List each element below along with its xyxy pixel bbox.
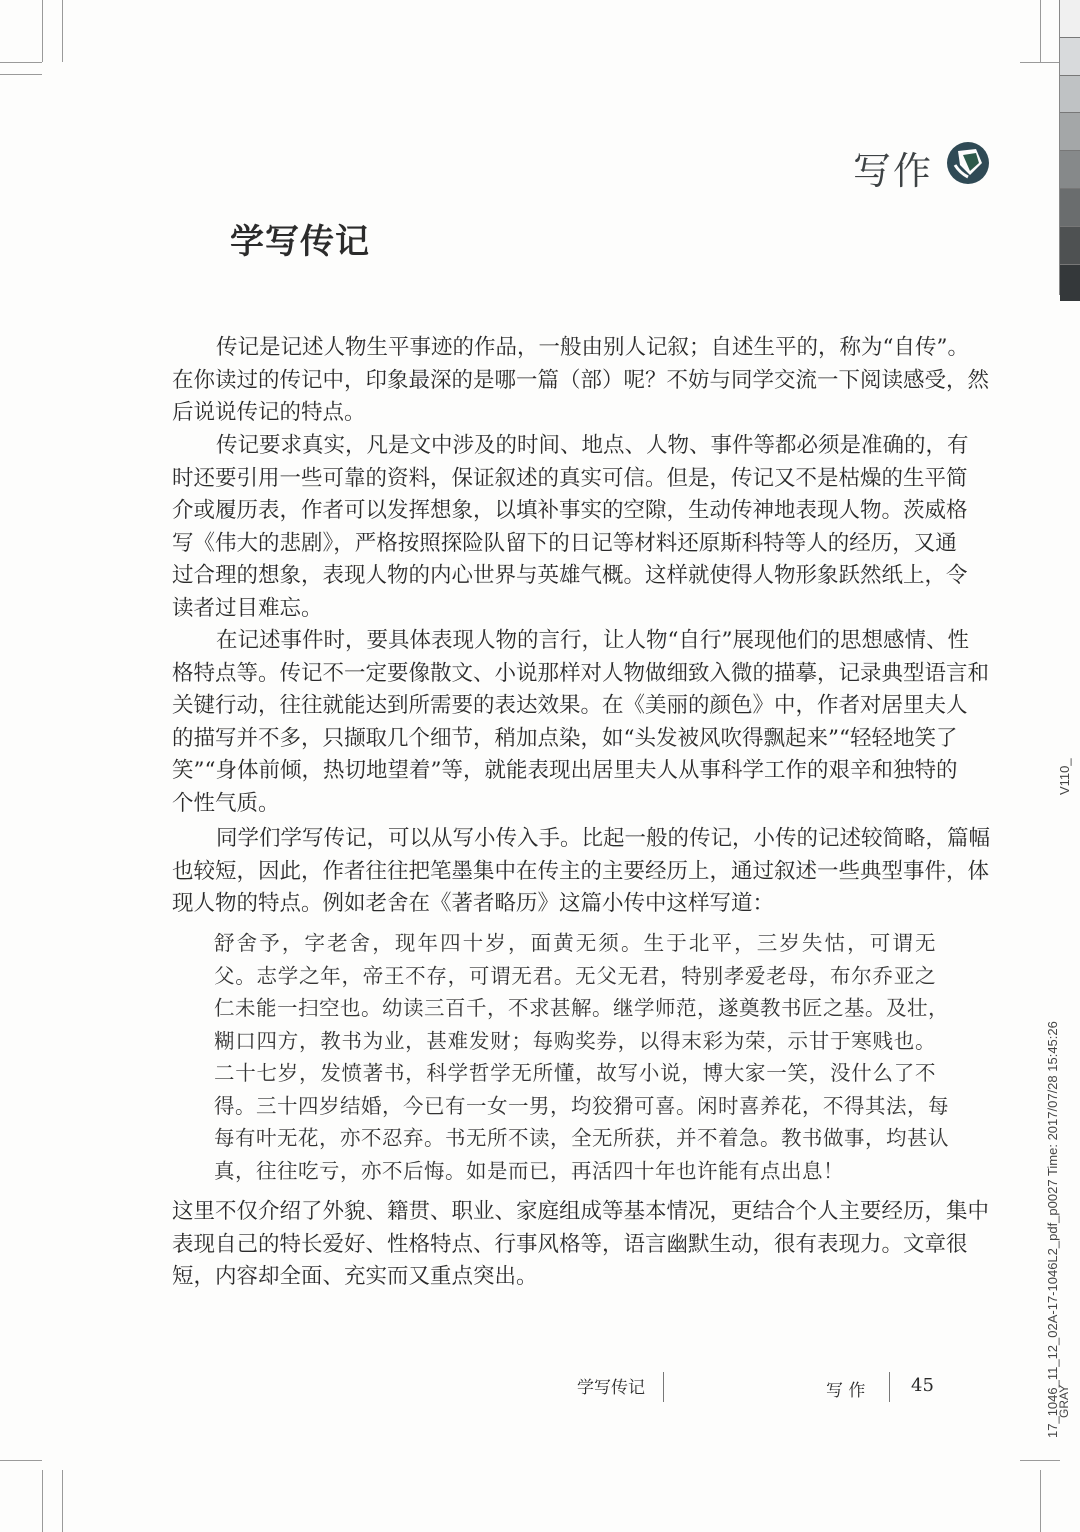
text-line: 糊口四方，教书为业，甚难发财；每购奖券，以得末彩为荣，示甘于寒贱也。: [214, 1028, 936, 1053]
text-line: 介或履历表，作者可以发挥想象，以填补事实的空隙，生动传神地表现人物。茨威格: [172, 498, 968, 523]
crop-mark: [42, 1470, 43, 1532]
text-line: 传记要求真实，凡是文中涉及的时间、地点、人物、事件等都必须是准确的，有: [216, 433, 969, 458]
text-line: 也较短，因此，作者往往把笔墨集中在传主的主要经历上，通过叙述一些典型事件，体: [172, 858, 990, 884]
crop-mark: [0, 62, 42, 63]
writing-unit-badge-icon: [946, 141, 990, 185]
text-line: 读者过目难忘。: [172, 595, 323, 621]
crop-mark: [62, 0, 63, 62]
text-line: 二十七岁，发愤著书，科学哲学无所懂，故写小说，博大家一笑，没什么了不: [214, 1061, 936, 1085]
page-number: 45: [911, 1375, 934, 1396]
crop-mark: [1040, 1470, 1041, 1532]
crop-mark: [1020, 1460, 1060, 1461]
text-line: 得。三十四岁结婚，今已有一女一男，均狡猾可喜。闲时喜养花，不得其法，每: [214, 1093, 949, 1118]
text-line: 关键行动，往往就能达到所需要的表达效果。在《美丽的颜色》中，作者对居里夫人: [172, 693, 968, 718]
text-line: 后说说传记的特点。: [172, 400, 366, 425]
text-line: 真，往往吃亏，亦不后悔。如是而已，再活四十年也许能有点出息！: [214, 1158, 844, 1183]
crop-mark: [0, 1460, 42, 1461]
text-line: 表现自己的特长爱好、性格特点、行事风格等，语言幽默生动，很有表现力。文章很: [172, 1231, 968, 1257]
footer-section: 写 作: [826, 1381, 866, 1401]
version-mark: V110_: [1057, 758, 1072, 795]
text-line: 写《伟大的悲剧》，严格按照探险队留下的日记等材料还原斯科特等人的经历，又通: [172, 530, 957, 556]
text-line: 仁未能一扫空也。幼读三百千，不求甚解。继学师范，遂奠教书匠之基。及壮，: [214, 996, 949, 1020]
text-line: 同学们学写传记，可以从写小传入手。比起一般的传记，小传的记述较简略，篇幅: [216, 826, 991, 851]
text-line: 在你读过的传记中，印象最深的是哪一篇（部）呢？不妨与同学交流一下阅读感受，然: [172, 367, 990, 393]
footer-chapter: 学写传记: [577, 1378, 645, 1398]
crop-mark: [62, 1470, 63, 1532]
section-label: 写作: [853, 149, 934, 193]
text-line: 的描写并不多，只撷取几个细节，稍加点染，如“头发被风吹得飘起来”“轻轻地笑了: [172, 725, 958, 751]
footer-divider: [889, 1372, 890, 1402]
text-line: 时还要引用一些可靠的资料，保证叙述的真实可信。但是，传记又不是枯燥的生平简: [172, 465, 968, 491]
grayscale-calibration-bar: [1059, 0, 1080, 295]
text-line: 现人物的特点。例如老舍在《著者略历》这篇小传中这样写道：: [172, 891, 775, 916]
text-line: 格特点等。传记不一定要像散文、小说那样对人物做细致入微的描摹，记录典型语言和: [172, 660, 990, 686]
print-job-info: 17_1046_11_12_02A-17-1046L2_pdf_p0027 Time: 2017/07/28 15:45:26: [1045, 1021, 1060, 1438]
text-line: 个性气质。: [172, 790, 280, 816]
crop-mark: [1040, 0, 1041, 62]
text-line: 传记是记述人物生平事迹的作品，一般由别人记叙；自述生平的，称为“自传”。: [216, 335, 969, 360]
text-line: 过合理的想象，表现人物的内心世界与英雄气概。这样就使得人物形象跃然纸上，令: [172, 563, 968, 588]
page-title: 学写传记: [230, 222, 370, 262]
text-line: 每有叶无花，亦不忍弃。书无所不读，全无所获，并不着急。教书做事，均甚认: [214, 1126, 949, 1150]
footer-divider: [663, 1372, 664, 1402]
text-line: 舒舍予，字老舍，现年四十岁，面黄无须。生于北平，三岁失怙，可谓无: [214, 931, 936, 955]
crop-mark: [0, 74, 42, 75]
text-line: 父。志学之年，帝王不存，可谓无君。无父无君，特别孝爱老母，布尔乔亚之: [214, 963, 936, 988]
text-line: 短，内容却全面、充实而又重点突出。: [172, 1264, 538, 1289]
text-line: 笑”“身体前倾，热切地望着”等，就能表现出居里夫人从事科学工作的艰辛和独特的: [172, 758, 958, 783]
text-line: 在记述事件时，要具体表现人物的言行，让人物“自行”展现他们的思想感情、性: [216, 628, 969, 653]
crop-mark: [42, 0, 43, 62]
crop-mark: [1020, 62, 1060, 63]
text-line: 这里不仅介绍了外貌、籍贯、职业、家庭组成等基本情况，更结合个人主要经历，集中: [172, 1199, 990, 1224]
color-mode-mark: GRAY: [1057, 1384, 1071, 1418]
